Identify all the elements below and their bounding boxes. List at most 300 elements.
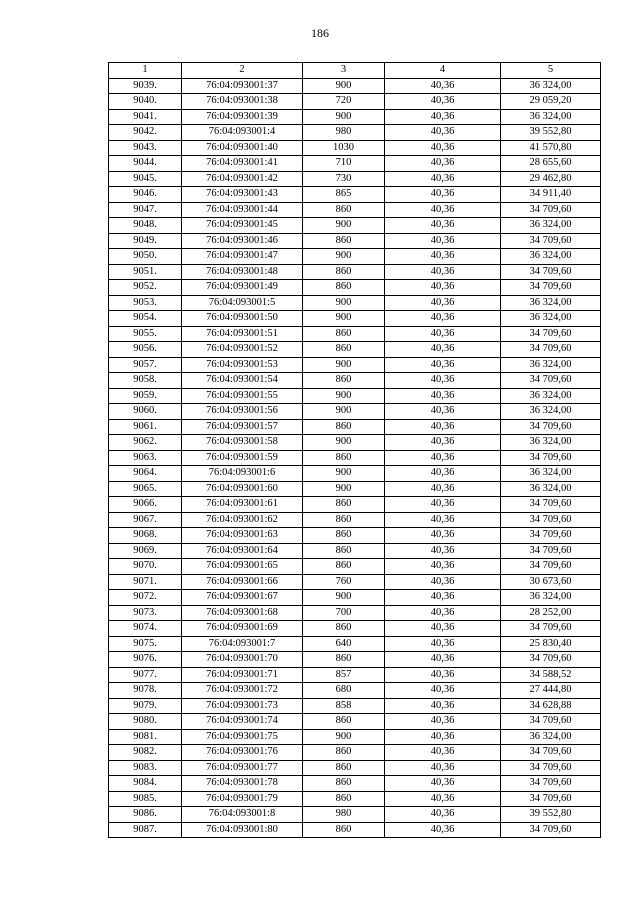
row-number-cell: 9048. <box>109 218 182 234</box>
table-row <box>109 481 601 497</box>
area-cell: 900 <box>303 388 385 404</box>
amount-cell: 34 709,60 <box>501 652 601 668</box>
area-cell: 680 <box>303 683 385 699</box>
row-number-cell: 9074. <box>109 621 182 637</box>
column-header-1: 1 <box>109 63 182 79</box>
amount-cell: 34 709,60 <box>501 543 601 559</box>
area-cell: 700 <box>303 605 385 621</box>
amount-cell: 30 673,60 <box>501 574 601 590</box>
column-header-5: 5 <box>501 63 601 79</box>
row-number-cell: 9082. <box>109 745 182 761</box>
rate-cell: 40,36 <box>385 233 501 249</box>
row-number-cell: 9059. <box>109 388 182 404</box>
rate-cell: 40,36 <box>385 543 501 559</box>
row-number-cell: 9067. <box>109 512 182 528</box>
row-number-cell: 9062. <box>109 435 182 451</box>
cadastral-number-cell: 76:04:093001:72 <box>182 683 303 699</box>
row-number-cell: 9069. <box>109 543 182 559</box>
amount-cell: 34 628,88 <box>501 698 601 714</box>
row-number-cell: 9049. <box>109 233 182 249</box>
area-cell: 860 <box>303 373 385 389</box>
cadastral-number-cell: 76:04:093001:80 <box>182 822 303 838</box>
row-number-cell: 9087. <box>109 822 182 838</box>
amount-cell: 34 709,60 <box>501 791 601 807</box>
rate-cell: 40,36 <box>385 125 501 141</box>
rate-cell: 40,36 <box>385 218 501 234</box>
row-number-cell: 9065. <box>109 481 182 497</box>
area-cell: 860 <box>303 652 385 668</box>
row-number-cell: 9070. <box>109 559 182 575</box>
area-cell: 900 <box>303 590 385 606</box>
row-number-cell: 9060. <box>109 404 182 420</box>
row-number-cell: 9055. <box>109 326 182 342</box>
amount-cell: 36 324,00 <box>501 295 601 311</box>
row-number-cell: 9041. <box>109 109 182 125</box>
rate-cell: 40,36 <box>385 450 501 466</box>
table-row <box>109 621 601 637</box>
amount-cell: 34 709,60 <box>501 745 601 761</box>
row-number-cell: 9081. <box>109 729 182 745</box>
cadastral-number-cell: 76:04:093001:57 <box>182 419 303 435</box>
table-row <box>109 249 601 265</box>
table-row <box>109 357 601 373</box>
area-cell: 860 <box>303 497 385 513</box>
table-row <box>109 450 601 466</box>
area-cell: 860 <box>303 202 385 218</box>
amount-cell: 27 444,80 <box>501 683 601 699</box>
column-header-3: 3 <box>303 63 385 79</box>
table-row <box>109 280 601 296</box>
amount-cell: 34 709,60 <box>501 280 601 296</box>
table-row <box>109 171 601 187</box>
rate-cell: 40,36 <box>385 512 501 528</box>
area-cell: 900 <box>303 435 385 451</box>
row-number-cell: 9071. <box>109 574 182 590</box>
table-row <box>109 156 601 172</box>
area-cell: 860 <box>303 342 385 358</box>
table-row <box>109 404 601 420</box>
amount-cell: 34 709,60 <box>501 776 601 792</box>
row-number-cell: 9066. <box>109 497 182 513</box>
rate-cell: 40,36 <box>385 791 501 807</box>
rate-cell: 40,36 <box>385 621 501 637</box>
cadastral-number-cell: 76:04:093001:37 <box>182 78 303 94</box>
cadastral-number-cell: 76:04:093001:43 <box>182 187 303 203</box>
rate-cell: 40,36 <box>385 326 501 342</box>
amount-cell: 34 709,60 <box>501 419 601 435</box>
rate-cell: 40,36 <box>385 202 501 218</box>
table-row <box>109 512 601 528</box>
cadastral-number-cell: 76:04:093001:50 <box>182 311 303 327</box>
area-cell: 1030 <box>303 140 385 156</box>
amount-cell: 36 324,00 <box>501 404 601 420</box>
cadastral-number-cell: 76:04:093001:64 <box>182 543 303 559</box>
table-row <box>109 342 601 358</box>
rate-cell: 40,36 <box>385 264 501 280</box>
area-cell: 860 <box>303 760 385 776</box>
amount-cell: 34 911,40 <box>501 187 601 203</box>
amount-cell: 41 570,80 <box>501 140 601 156</box>
amount-cell: 34 709,60 <box>501 559 601 575</box>
cadastral-number-cell: 76:04:093001:74 <box>182 714 303 730</box>
cadastral-number-cell: 76:04:093001:6 <box>182 466 303 482</box>
rate-cell: 40,36 <box>385 652 501 668</box>
area-cell: 865 <box>303 187 385 203</box>
table-row <box>109 605 601 621</box>
rate-cell: 40,36 <box>385 171 501 187</box>
table-row <box>109 187 601 203</box>
area-cell: 900 <box>303 249 385 265</box>
cadastral-number-cell: 76:04:093001:66 <box>182 574 303 590</box>
area-cell: 900 <box>303 481 385 497</box>
rate-cell: 40,36 <box>385 373 501 389</box>
rate-cell: 40,36 <box>385 419 501 435</box>
row-number-cell: 9073. <box>109 605 182 621</box>
row-number-cell: 9085. <box>109 791 182 807</box>
table-row <box>109 373 601 389</box>
table-row <box>109 528 601 544</box>
area-cell: 720 <box>303 94 385 110</box>
area-cell: 900 <box>303 466 385 482</box>
table-row <box>109 326 601 342</box>
amount-cell: 34 709,60 <box>501 497 601 513</box>
area-cell: 860 <box>303 714 385 730</box>
data-table <box>108 62 601 838</box>
table-row <box>109 807 601 823</box>
rate-cell: 40,36 <box>385 776 501 792</box>
row-number-cell: 9072. <box>109 590 182 606</box>
area-cell: 980 <box>303 807 385 823</box>
cadastral-number-cell: 76:04:093001:8 <box>182 807 303 823</box>
rate-cell: 40,36 <box>385 760 501 776</box>
table-row <box>109 590 601 606</box>
table-row <box>109 791 601 807</box>
amount-cell: 36 324,00 <box>501 218 601 234</box>
area-cell: 900 <box>303 311 385 327</box>
row-number-cell: 9086. <box>109 807 182 823</box>
header-row <box>109 63 601 79</box>
rate-cell: 40,36 <box>385 698 501 714</box>
cadastral-number-cell: 76:04:093001:39 <box>182 109 303 125</box>
row-number-cell: 9046. <box>109 187 182 203</box>
rate-cell: 40,36 <box>385 481 501 497</box>
row-number-cell: 9061. <box>109 419 182 435</box>
cadastral-number-cell: 76:04:093001:56 <box>182 404 303 420</box>
cadastral-number-cell: 76:04:093001:59 <box>182 450 303 466</box>
cadastral-number-cell: 76:04:093001:71 <box>182 667 303 683</box>
rate-cell: 40,36 <box>385 559 501 575</box>
amount-cell: 34 709,60 <box>501 233 601 249</box>
amount-cell: 34 709,60 <box>501 326 601 342</box>
cadastral-number-cell: 76:04:093001:76 <box>182 745 303 761</box>
amount-cell: 36 324,00 <box>501 481 601 497</box>
amount-cell: 34 709,60 <box>501 342 601 358</box>
row-number-cell: 9056. <box>109 342 182 358</box>
table-row <box>109 776 601 792</box>
rate-cell: 40,36 <box>385 435 501 451</box>
column-header-4: 4 <box>385 63 501 79</box>
table-row <box>109 760 601 776</box>
row-number-cell: 9054. <box>109 311 182 327</box>
cadastral-number-cell: 76:04:093001:41 <box>182 156 303 172</box>
area-cell: 860 <box>303 791 385 807</box>
cadastral-number-cell: 76:04:093001:4 <box>182 125 303 141</box>
table-row <box>109 94 601 110</box>
row-number-cell: 9047. <box>109 202 182 218</box>
rate-cell: 40,36 <box>385 590 501 606</box>
row-number-cell: 9075. <box>109 636 182 652</box>
area-cell: 860 <box>303 280 385 296</box>
area-cell: 980 <box>303 125 385 141</box>
cadastral-number-cell: 76:04:093001:53 <box>182 357 303 373</box>
cadastral-number-cell: 76:04:093001:51 <box>182 326 303 342</box>
rate-cell: 40,36 <box>385 667 501 683</box>
table-row <box>109 822 601 838</box>
rate-cell: 40,36 <box>385 636 501 652</box>
amount-cell: 34 709,60 <box>501 512 601 528</box>
row-number-cell: 9064. <box>109 466 182 482</box>
row-number-cell: 9051. <box>109 264 182 280</box>
amount-cell: 36 324,00 <box>501 466 601 482</box>
table-row <box>109 466 601 482</box>
row-number-cell: 9045. <box>109 171 182 187</box>
table-row <box>109 559 601 575</box>
rate-cell: 40,36 <box>385 388 501 404</box>
rate-cell: 40,36 <box>385 249 501 265</box>
cadastral-number-cell: 76:04:093001:60 <box>182 481 303 497</box>
rate-cell: 40,36 <box>385 729 501 745</box>
cadastral-number-cell: 76:04:093001:54 <box>182 373 303 389</box>
cadastral-number-cell: 76:04:093001:7 <box>182 636 303 652</box>
area-cell: 730 <box>303 171 385 187</box>
amount-cell: 29 462,80 <box>501 171 601 187</box>
amount-cell: 29 059,20 <box>501 94 601 110</box>
rate-cell: 40,36 <box>385 745 501 761</box>
cadastral-number-cell: 76:04:093001:69 <box>182 621 303 637</box>
rate-cell: 40,36 <box>385 311 501 327</box>
rate-cell: 40,36 <box>385 822 501 838</box>
rate-cell: 40,36 <box>385 466 501 482</box>
amount-cell: 34 709,60 <box>501 528 601 544</box>
area-cell: 860 <box>303 419 385 435</box>
cadastral-number-cell: 76:04:093001:62 <box>182 512 303 528</box>
cadastral-number-cell: 76:04:093001:40 <box>182 140 303 156</box>
cadastral-number-cell: 76:04:093001:61 <box>182 497 303 513</box>
cadastral-number-cell: 76:04:093001:5 <box>182 295 303 311</box>
table-row <box>109 543 601 559</box>
rate-cell: 40,36 <box>385 357 501 373</box>
table-row <box>109 311 601 327</box>
cadastral-number-cell: 76:04:093001:44 <box>182 202 303 218</box>
rate-cell: 40,36 <box>385 404 501 420</box>
area-cell: 860 <box>303 512 385 528</box>
cadastral-number-cell: 76:04:093001:78 <box>182 776 303 792</box>
row-number-cell: 9077. <box>109 667 182 683</box>
amount-cell: 36 324,00 <box>501 388 601 404</box>
cadastral-number-cell: 76:04:093001:45 <box>182 218 303 234</box>
rate-cell: 40,36 <box>385 528 501 544</box>
table-row <box>109 419 601 435</box>
table-row <box>109 667 601 683</box>
amount-cell: 34 588,52 <box>501 667 601 683</box>
area-cell: 858 <box>303 698 385 714</box>
rate-cell: 40,36 <box>385 683 501 699</box>
row-number-cell: 9050. <box>109 249 182 265</box>
table-row <box>109 109 601 125</box>
table-row <box>109 714 601 730</box>
amount-cell: 34 709,60 <box>501 202 601 218</box>
area-cell: 860 <box>303 559 385 575</box>
rate-cell: 40,36 <box>385 109 501 125</box>
rate-cell: 40,36 <box>385 574 501 590</box>
table-row <box>109 435 601 451</box>
area-cell: 860 <box>303 264 385 280</box>
row-number-cell: 9057. <box>109 357 182 373</box>
cadastral-number-cell: 76:04:093001:75 <box>182 729 303 745</box>
area-cell: 860 <box>303 621 385 637</box>
cadastral-number-cell: 76:04:093001:49 <box>182 280 303 296</box>
cadastral-number-cell: 76:04:093001:48 <box>182 264 303 280</box>
cadastral-number-cell: 76:04:093001:46 <box>182 233 303 249</box>
cadastral-number-cell: 76:04:093001:55 <box>182 388 303 404</box>
cadastral-number-cell: 76:04:093001:65 <box>182 559 303 575</box>
row-number-cell: 9080. <box>109 714 182 730</box>
rate-cell: 40,36 <box>385 78 501 94</box>
rate-cell: 40,36 <box>385 94 501 110</box>
amount-cell: 34 709,60 <box>501 822 601 838</box>
cadastral-number-cell: 76:04:093001:42 <box>182 171 303 187</box>
cadastral-number-cell: 76:04:093001:68 <box>182 605 303 621</box>
table-row <box>109 652 601 668</box>
table-row <box>109 233 601 249</box>
table-row <box>109 264 601 280</box>
amount-cell: 28 655,60 <box>501 156 601 172</box>
table-row <box>109 218 601 234</box>
table-body <box>109 78 601 838</box>
amount-cell: 36 324,00 <box>501 109 601 125</box>
amount-cell: 36 324,00 <box>501 311 601 327</box>
area-cell: 900 <box>303 109 385 125</box>
cadastral-number-cell: 76:04:093001:70 <box>182 652 303 668</box>
table-row <box>109 78 601 94</box>
area-cell: 860 <box>303 326 385 342</box>
row-number-cell: 9039. <box>109 78 182 94</box>
row-number-cell: 9076. <box>109 652 182 668</box>
area-cell: 860 <box>303 450 385 466</box>
row-number-cell: 9079. <box>109 698 182 714</box>
rate-cell: 40,36 <box>385 342 501 358</box>
table-row <box>109 125 601 141</box>
amount-cell: 34 709,60 <box>501 621 601 637</box>
amount-cell: 28 252,00 <box>501 605 601 621</box>
area-cell: 860 <box>303 776 385 792</box>
row-number-cell: 9043. <box>109 140 182 156</box>
row-number-cell: 9083. <box>109 760 182 776</box>
table-row <box>109 140 601 156</box>
row-number-cell: 9084. <box>109 776 182 792</box>
table-row <box>109 202 601 218</box>
table-row <box>109 574 601 590</box>
cadastral-number-cell: 76:04:093001:79 <box>182 791 303 807</box>
row-number-cell: 9078. <box>109 683 182 699</box>
table-row <box>109 745 601 761</box>
row-number-cell: 9058. <box>109 373 182 389</box>
amount-cell: 39 552,80 <box>501 807 601 823</box>
cadastral-number-cell: 76:04:093001:47 <box>182 249 303 265</box>
table-row <box>109 729 601 745</box>
amount-cell: 34 709,60 <box>501 714 601 730</box>
cadastral-number-cell: 76:04:093001:52 <box>182 342 303 358</box>
amount-cell: 39 552,80 <box>501 125 601 141</box>
cadastral-number-cell: 76:04:093001:67 <box>182 590 303 606</box>
rate-cell: 40,36 <box>385 140 501 156</box>
amount-cell: 36 324,00 <box>501 78 601 94</box>
rate-cell: 40,36 <box>385 497 501 513</box>
area-cell: 900 <box>303 78 385 94</box>
table-row <box>109 497 601 513</box>
column-header-2: 2 <box>182 63 303 79</box>
area-cell: 860 <box>303 745 385 761</box>
rate-cell: 40,36 <box>385 807 501 823</box>
rate-cell: 40,36 <box>385 280 501 296</box>
cadastral-number-cell: 76:04:093001:58 <box>182 435 303 451</box>
area-cell: 900 <box>303 218 385 234</box>
area-cell: 710 <box>303 156 385 172</box>
row-number-cell: 9052. <box>109 280 182 296</box>
area-cell: 900 <box>303 357 385 373</box>
amount-cell: 34 709,60 <box>501 264 601 280</box>
amount-cell: 36 324,00 <box>501 590 601 606</box>
area-cell: 640 <box>303 636 385 652</box>
amount-cell: 36 324,00 <box>501 435 601 451</box>
table-row <box>109 698 601 714</box>
area-cell: 860 <box>303 233 385 249</box>
cadastral-number-cell: 76:04:093001:38 <box>182 94 303 110</box>
page-number: 186 <box>311 26 329 40</box>
area-cell: 900 <box>303 404 385 420</box>
amount-cell: 36 324,00 <box>501 357 601 373</box>
cadastral-number-cell: 76:04:093001:63 <box>182 528 303 544</box>
row-number-cell: 9053. <box>109 295 182 311</box>
rate-cell: 40,36 <box>385 156 501 172</box>
area-cell: 900 <box>303 295 385 311</box>
area-cell: 857 <box>303 667 385 683</box>
area-cell: 860 <box>303 822 385 838</box>
amount-cell: 36 324,00 <box>501 729 601 745</box>
row-number-cell: 9068. <box>109 528 182 544</box>
amount-cell: 34 709,60 <box>501 760 601 776</box>
rate-cell: 40,36 <box>385 295 501 311</box>
row-number-cell: 9044. <box>109 156 182 172</box>
amount-cell: 36 324,00 <box>501 249 601 265</box>
rate-cell: 40,36 <box>385 605 501 621</box>
table-row <box>109 636 601 652</box>
area-cell: 760 <box>303 574 385 590</box>
rate-cell: 40,36 <box>385 187 501 203</box>
row-number-cell: 9040. <box>109 94 182 110</box>
table-row <box>109 388 601 404</box>
amount-cell: 25 830,40 <box>501 636 601 652</box>
area-cell: 860 <box>303 528 385 544</box>
amount-cell: 34 709,60 <box>501 450 601 466</box>
row-number-cell: 9042. <box>109 125 182 141</box>
area-cell: 900 <box>303 729 385 745</box>
rate-cell: 40,36 <box>385 714 501 730</box>
table-row <box>109 683 601 699</box>
cadastral-number-cell: 76:04:093001:77 <box>182 760 303 776</box>
cadastral-number-cell: 76:04:093001:73 <box>182 698 303 714</box>
row-number-cell: 9063. <box>109 450 182 466</box>
